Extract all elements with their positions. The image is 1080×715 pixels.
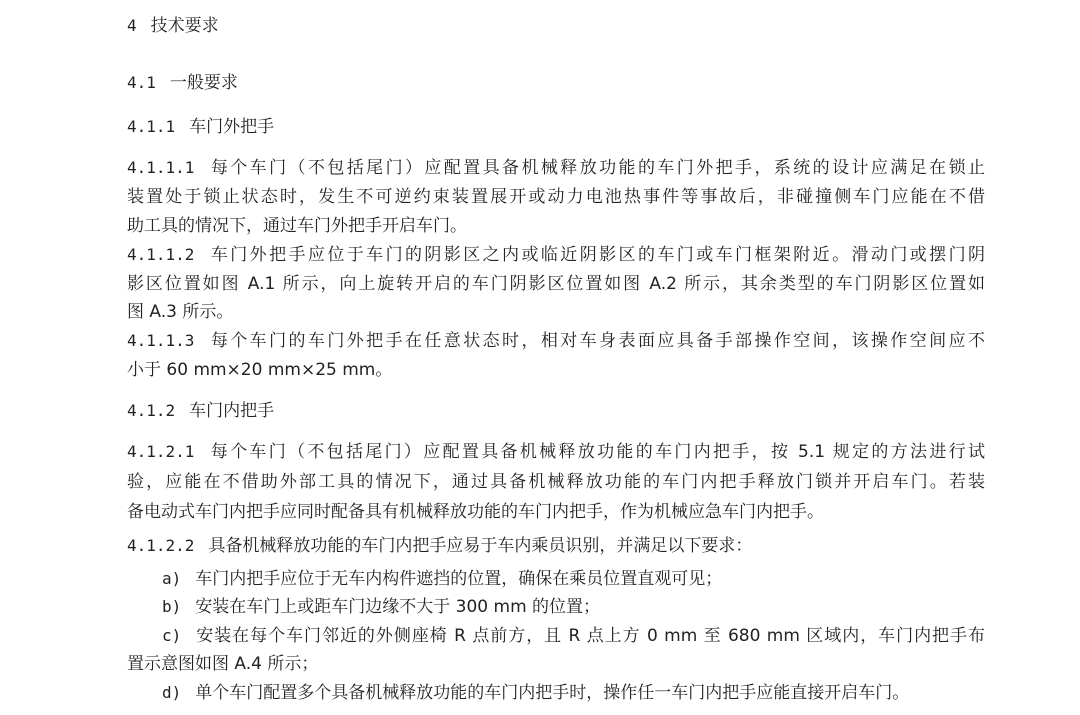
- list-item-d: d) 单个车门配置多个具备机械释放功能的车门内把手时，操作任一车门内把手应能直接开启车门。: [162, 683, 910, 703]
- heading-4: 4 技术要求: [127, 16, 219, 36]
- list-item-a: a) 车门内把手应位于无车内构件遮挡的位置，确保在乘员位置直观可见；: [162, 569, 723, 589]
- heading-4-1-1: 4.1.1 车门外把手: [127, 117, 275, 137]
- list-item-b: b) 安装在车门上或距车门边缘不大于 300 mm 的位置；: [162, 597, 601, 617]
- heading-4-1: 4.1 一般要求: [127, 73, 238, 93]
- heading-4-1-2: 4.1.2 车门内把手: [127, 401, 275, 421]
